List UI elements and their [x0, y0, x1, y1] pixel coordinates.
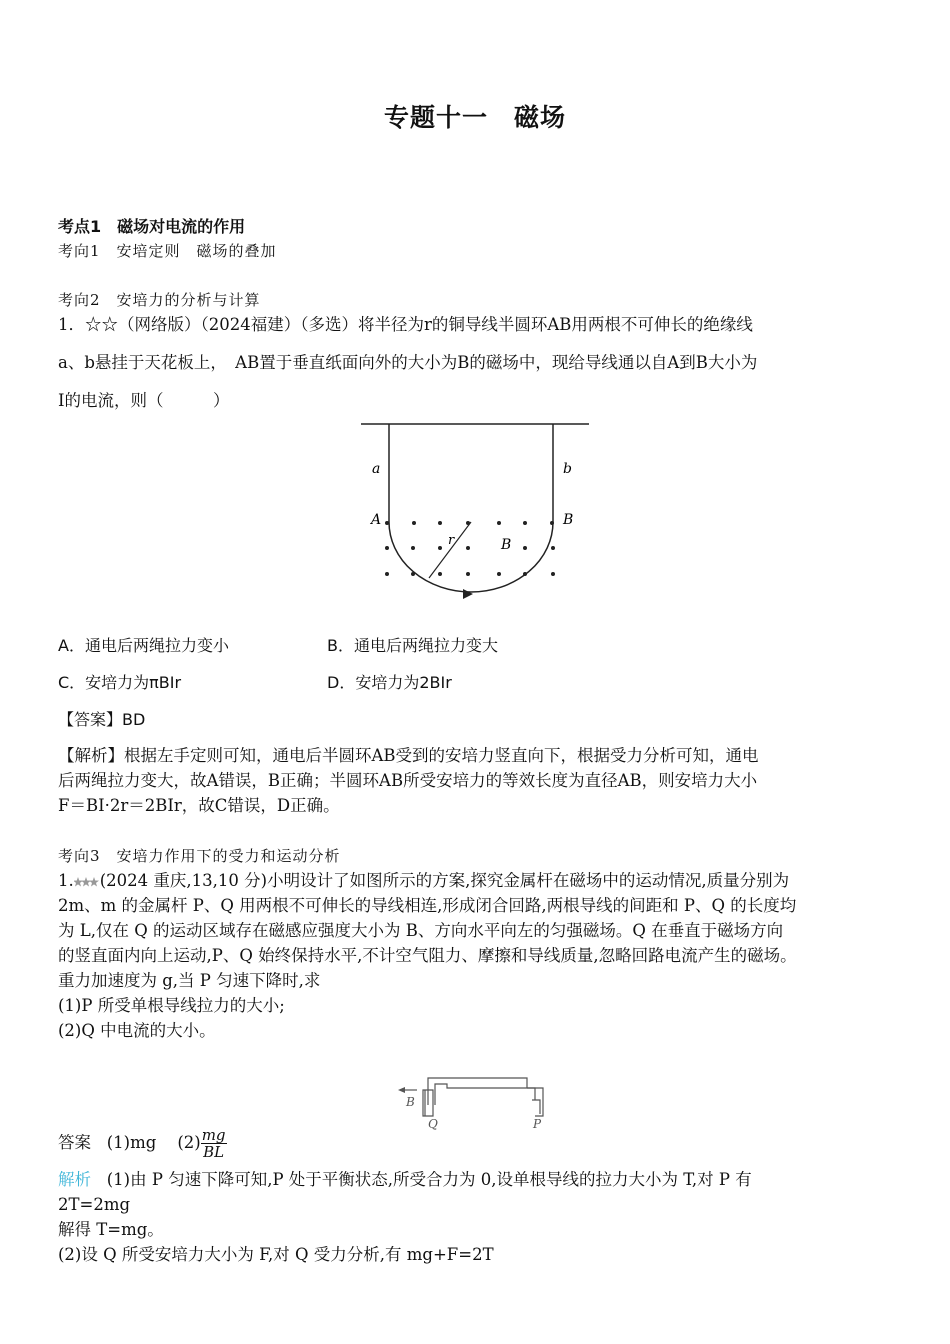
option-a: A．通电后两绳拉力变小 [58, 636, 229, 655]
question1-line3: I的电流，则（ ） [58, 391, 230, 410]
question1-line2: a、b悬挂于天花板上， AB置于垂直纸面向外的大小为B的磁场中，现给导线通以自A到B大小为 [58, 353, 758, 372]
kaodian-heading: 考点1 磁场对电流的作用 [58, 217, 246, 236]
question2-line2: 2m、m 的金属杆 P、Q 用两根不可伸长的导线相连,形成闭合回路,两根导线的间距和 P、Q 的长度均 [58, 896, 797, 915]
option-d: D．安培力为2BIr [327, 673, 452, 692]
explanation-1-line1: 【解析】根据左手定则可知，通电后半圆环AB受到的安培力竖直向下，根据受力分析可知，通电 [58, 746, 759, 765]
field-dots [385, 521, 555, 576]
question2-source: (2024 重庆,13,10 分)小明设计了如图所示的方案,探究金属杆在磁场中的运动情况,质量分别为 [99, 871, 790, 890]
semicircle-ring-figure [355, 418, 595, 603]
explanation-2-line2: 2T=2mg [58, 1195, 131, 1214]
fraction-denominator: BL [203, 1143, 225, 1161]
question2-line5: 重力加速度为 g,当 P 匀速下降时,求 [58, 971, 321, 990]
question2-line1 [58, 868, 789, 893]
answer-2-fraction [201, 1127, 227, 1160]
kaoxiang2-heading: 考向2 安培力的分析与计算 [58, 291, 261, 309]
fraction-numerator: mg [201, 1126, 226, 1144]
option-b: B．通电后两绳拉力变大 [327, 636, 498, 655]
answer-1: 【答案】BD [58, 710, 146, 729]
explanation-2-line1 [58, 1167, 752, 1192]
label-A: A [371, 512, 382, 528]
explanation-2-line4: (2)设 Q 所受安培力大小为 F,对 Q 受力分析,有 mg+F=2T [58, 1245, 494, 1264]
label-field-B: B [501, 537, 512, 553]
answer-2-part1: (1)mg [106, 1133, 157, 1152]
answer-2-part2-prefix: (2) [177, 1133, 201, 1152]
question2-line4: 的竖直面内向上运动,P、Q 始终保持水平,不计空气阻力、摩擦和导线质量,忽略回路电流产生的磁场。 [58, 946, 797, 965]
kaoxiang3-heading: 考向3 安培力作用下的受力和运动分析 [58, 847, 341, 865]
rods-figure [395, 1070, 560, 1130]
question1-line1: 1．☆☆（网络版）（2024福建）（多选）将半径为r的铜导线半圆环AB用两根不可伸长的绝缘线 [58, 315, 753, 334]
semicircle-ring [389, 522, 553, 592]
kaoxiang1-heading: 考向1 安培定则 磁场的叠加 [58, 242, 277, 260]
current-arrow [463, 589, 473, 599]
label-Q: Q [428, 1117, 438, 1130]
explanation-2-label: 解析 [58, 1170, 91, 1189]
question2-line3: 为 L,仅在 Q 的运动区域存在磁感应强度大小为 B、方向水平向左的匀强磁场。Q 在垂直于磁场方向 [58, 921, 784, 940]
label-field-B2: B [406, 1095, 415, 1109]
label-B: B [563, 512, 574, 528]
label-b: b [563, 461, 572, 477]
label-a: a [372, 461, 381, 477]
question2-number: 1. [58, 871, 74, 890]
question2-part1: (1)P 所受单根导线拉力的大小; [58, 996, 285, 1015]
explanation-1-line2: 后两绳拉力变大，故A错误，B正确；半圆环AB所受安培力的等效长度为直径AB，则安培力大小 [58, 771, 758, 790]
question2-part2: (2)Q 中电流的大小。 [58, 1021, 216, 1040]
explanation-1-line3: F＝BI·2r＝2BIr，故C错误，D正确。 [58, 796, 340, 815]
answer-2 [58, 1126, 227, 1160]
label-r: r [448, 533, 455, 548]
explanation-2-line3: 解得 T=mg。 [58, 1220, 164, 1239]
difficulty-stars-icon [74, 877, 100, 887]
option-c: C．安培力为πBIr [58, 673, 182, 692]
answer-2-label: 答案 [58, 1133, 91, 1152]
field-arrow-head [398, 1087, 405, 1093]
explanation-2-text: (1)由 P 匀速下降可知,P 处于平衡状态,所受合力为 0,设单根导线的拉力大小为 T,对 P 有 [106, 1170, 752, 1189]
label-P: P [533, 1117, 542, 1130]
radius-line [429, 522, 471, 578]
page-title: 专题十一 磁场 [383, 103, 566, 132]
